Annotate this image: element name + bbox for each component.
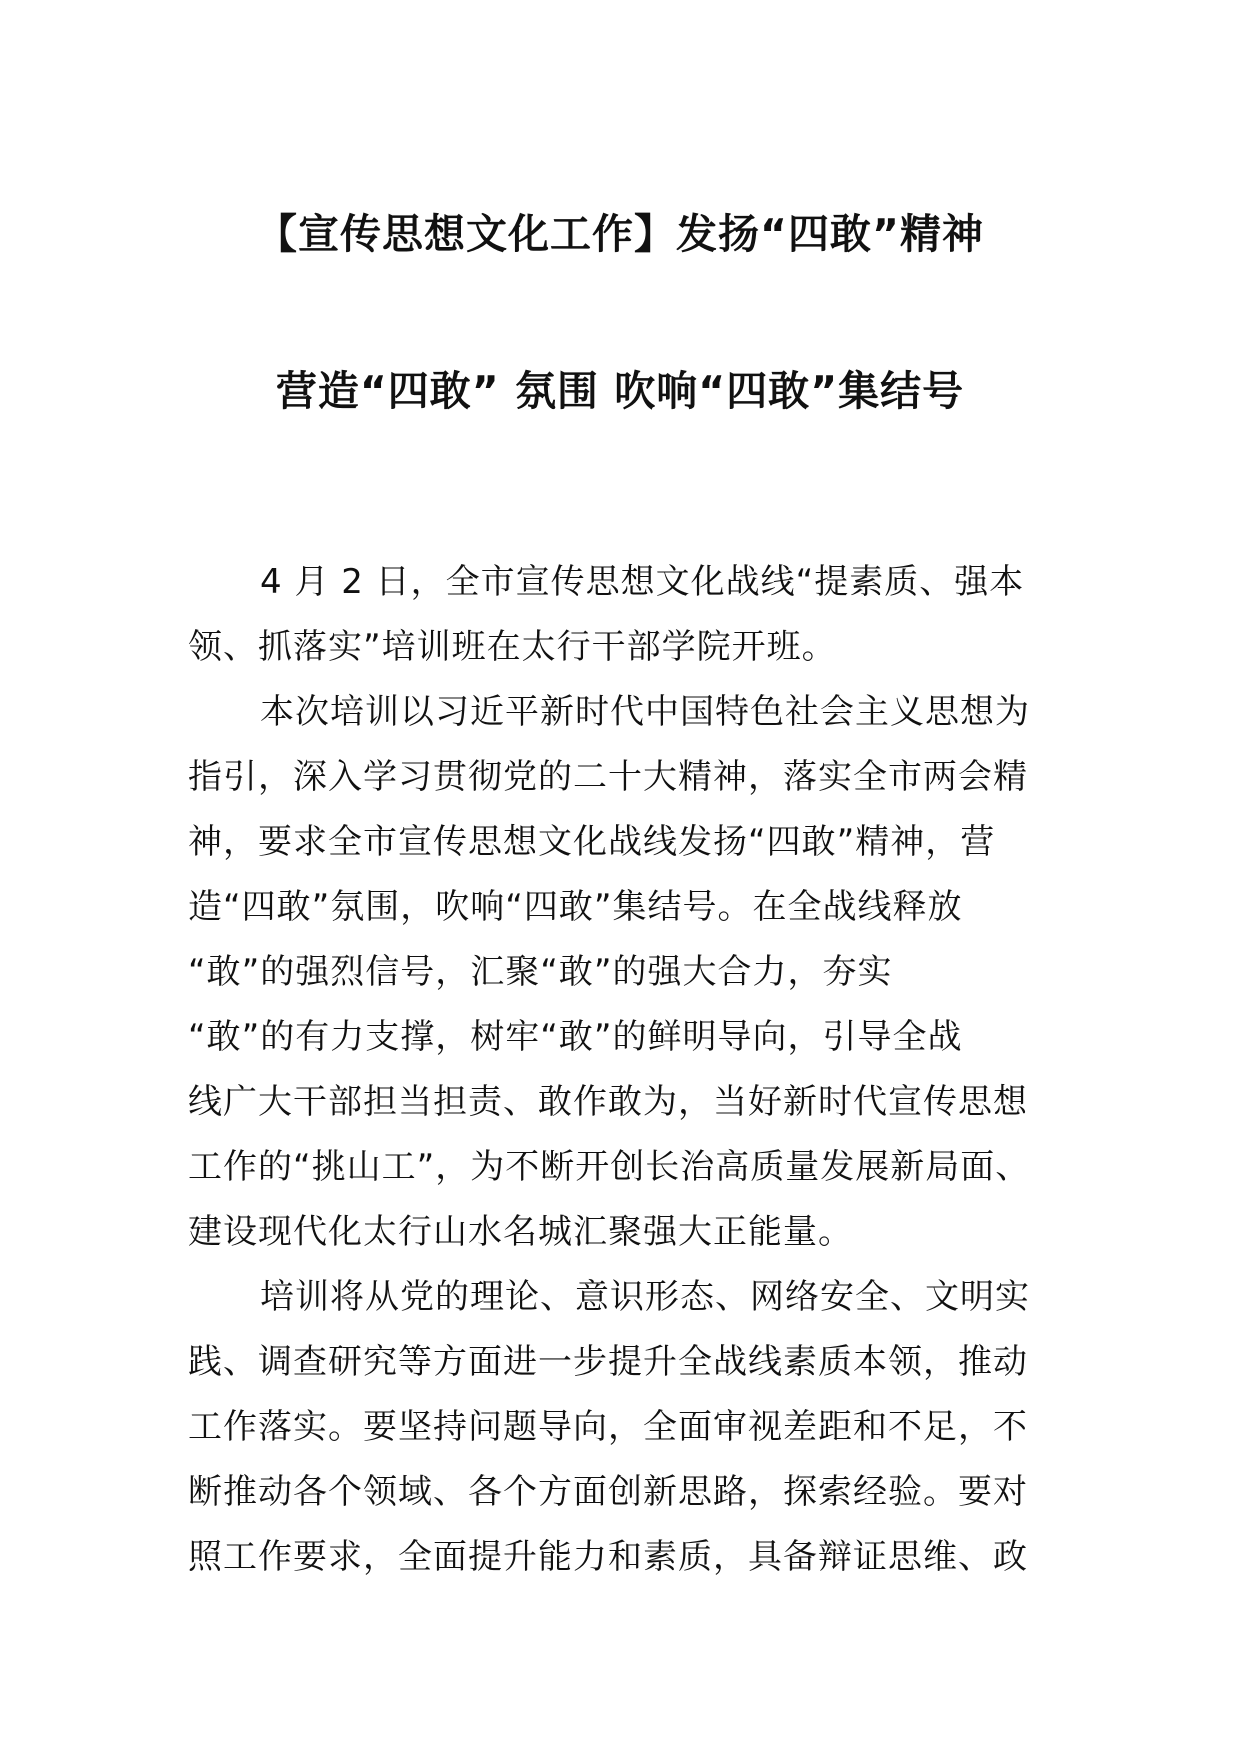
text-line: 照工作要求，全面提升能力和素质，具备辩证思维、政 (188, 1537, 1028, 1577)
text-line: 践、调查研究等方面进一步提升全战线素质本领，推动 (188, 1342, 1028, 1382)
article-body (188, 550, 1068, 1590)
text-line: 本次培训以习近平新时代中国特色社会主义思想为 (260, 692, 1030, 732)
text-line: 领、抓落实”培训班在太行干部学院开班。 (188, 627, 837, 667)
paragraph-1 (188, 550, 1068, 680)
text-line: “敢”的有力支撑，树牢“敢”的鲜明导向，引导全战 (188, 1017, 963, 1057)
paragraph-3 (188, 1265, 1068, 1590)
text-line: 线广大干部担当担责、敢作敢为，当好新时代宣传思想 (188, 1082, 1028, 1122)
title-line-2: 营造“四敢” 氛围 吹响“四敢”集结号 (275, 367, 965, 415)
text-line: 指引，深入学习贯彻党的二十大精神，落实全市两会精 (188, 757, 1028, 797)
text-line: “敢”的强烈信号，汇聚“敢”的强大合力，夯实 (188, 952, 893, 992)
text-line: 4 月 2 日，全市宣传思想文化战线“提素质、强本 (260, 562, 1025, 602)
text-line: 工作的“挑山工”，为不断开创长治高质量发展新局面、 (188, 1147, 1031, 1187)
title-line-1: 【宣传思想文化工作】发扬“四敢”精神 (256, 210, 984, 258)
text-line: 神，要求全市宣传思想文化战线发扬“四敢”精神，营 (188, 822, 996, 862)
text-line: 建设现代化太行山水名城汇聚强大正能量。 (188, 1212, 853, 1252)
text-line: 培训将从党的理论、意识形态、网络安全、文明实 (260, 1277, 1030, 1317)
text-line: 工作落实。要坚持问题导向，全面审视差距和不足，不 (188, 1407, 1028, 1447)
text-line: 断推动各个领域、各个方面创新思路，探索经验。要对 (188, 1472, 1028, 1512)
paragraph-2 (188, 680, 1068, 1265)
text-line: 造“四敢”氛围，吹响“四敢”集结号。在全战线释放 (188, 887, 963, 927)
